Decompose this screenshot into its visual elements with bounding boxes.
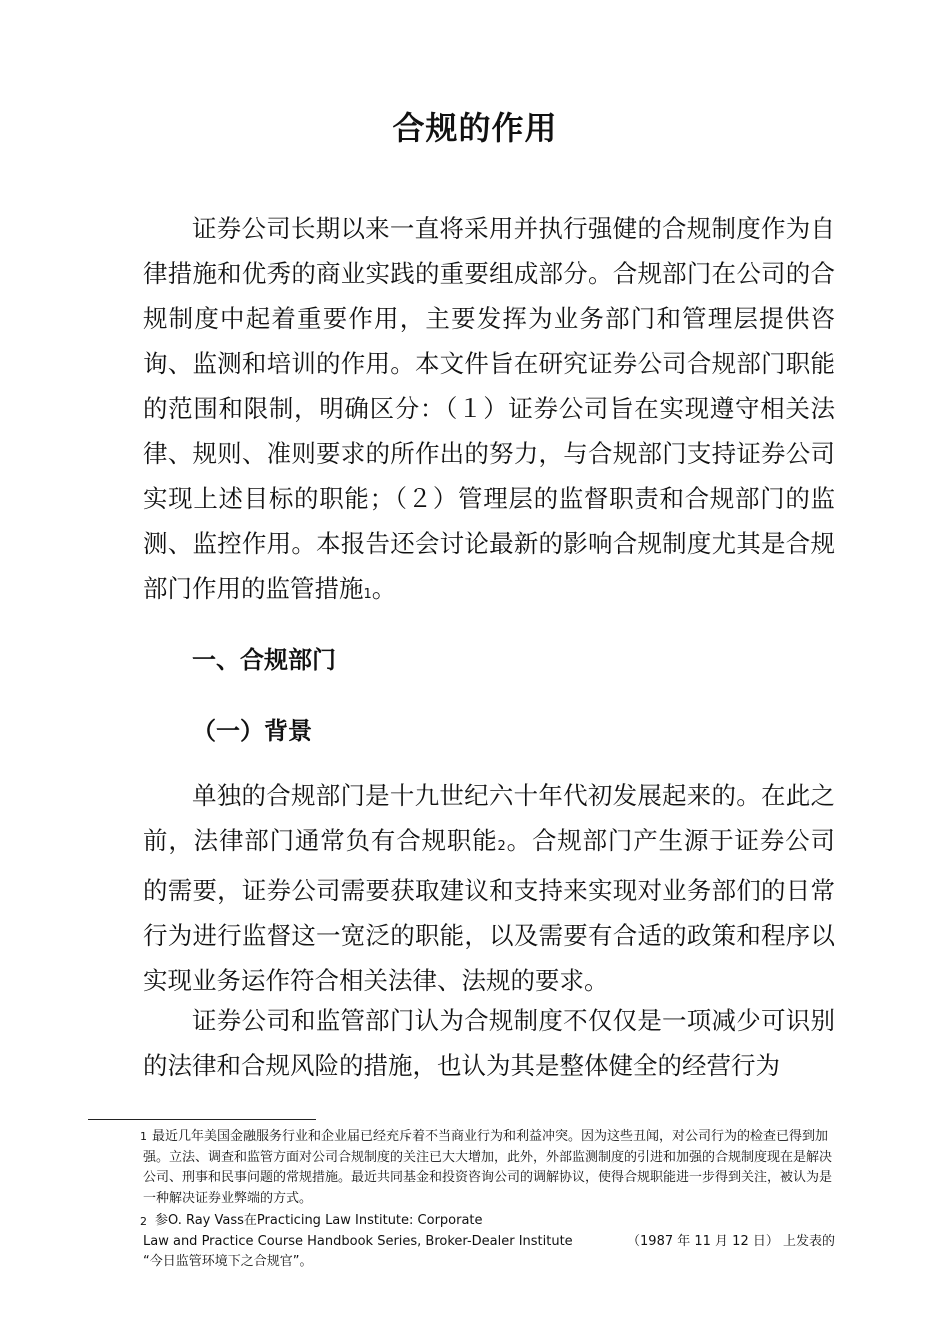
footnote-ref-2[interactable]: 2 [497,839,506,854]
footnote-ref-1[interactable]: 1 [363,587,372,602]
subsection-heading: （一）背景 [192,717,312,745]
footnote-2 [140,1211,835,1273]
continuation-paragraph [143,998,835,1088]
page-title: 合规的作用 [392,109,558,147]
footnote-2-line-1: 参O. Ray Vass在Practicing Law Institute: Corporate [155,1213,483,1228]
footnote-divider [88,1119,316,1120]
footnotes [140,1127,835,1273]
background-paragraph [143,773,835,1003]
intro-paragraph-end: 。 [371,574,397,603]
footnote-2-line-2-date: （1987 年 11 月 12 日） 上发表的 [627,1233,835,1249]
footnote-2-line-3: “今日监管环境下之合规官”。 [143,1254,313,1269]
intro-paragraph [143,206,835,616]
background-paragraph-text-a: 单独的合规部门是十九世纪六十年代初发展起来的。在此之前，法律部门通常负有合规职能 [143,781,835,855]
footnote-2-line-2-source: Law and Practice Course Handbook Series, Broker-Dealer Institute [143,1233,573,1249]
footnote-2-number: 2 [140,1215,147,1228]
footnote-2-line-2 [143,1232,835,1253]
background-paragraph-text-b: 。合规部门产生源于证券公司的需要，证券公司需要获取建议和支持来实现对业务部们的日常行为进行监督这一宽泛的职能，以及需要有合适的政策和程序以实现业务运作符合相关法律、法规的要求。 [143,826,836,995]
intro-paragraph-text: 证券公司长期以来一直将采用并执行强健的合规制度作为自律措施和优秀的商业实践的重要组成部分。合规部门在公司的合规制度中起着重要作用，主要发挥为业务部门和管理层提供咨询、监测和培训的作用。本文件旨在研究证券公司合规部门职能的范围和限制，明确区分：（１）证券公司旨在实现遵守相关法律、规则、准则要求的所作出的努力，与合规部门支持证券公司实现上述目标的职能；（２）管理层的监督职责和合规部门的监测、监控作用。本报告还会讨论最新的影响合规制度尤其是合规部门作用的监管措施 [143,214,835,603]
section-heading: 一、合规部门 [192,646,336,674]
footnote-1-number: 1 [140,1130,147,1143]
footnote-1 [140,1127,835,1209]
footnote-1-text: 最近几年美国金融服务行业和企业届已经充斥着不当商业行为和利益冲突。因为这些丑闻，对公司行为的检查已得到加强。立法、调查和监管方面对公司合规制度的关注已大大增加，此外，外部监测制度的引进和加强的合规制度现在是解决公司、刑事和民事问题的常规措施。最近共同基金和投资咨询公司的调解协议，使得合规职能进一步得到关注，被认为是一种解决证券业弊端的方式。 [143,1129,833,1206]
continuation-paragraph-text: 证券公司和监管部门认为合规制度不仅仅是一项减少可识别的法律和合规风险的措施，也认为其是整体健全的经营行为 [143,1006,835,1080]
